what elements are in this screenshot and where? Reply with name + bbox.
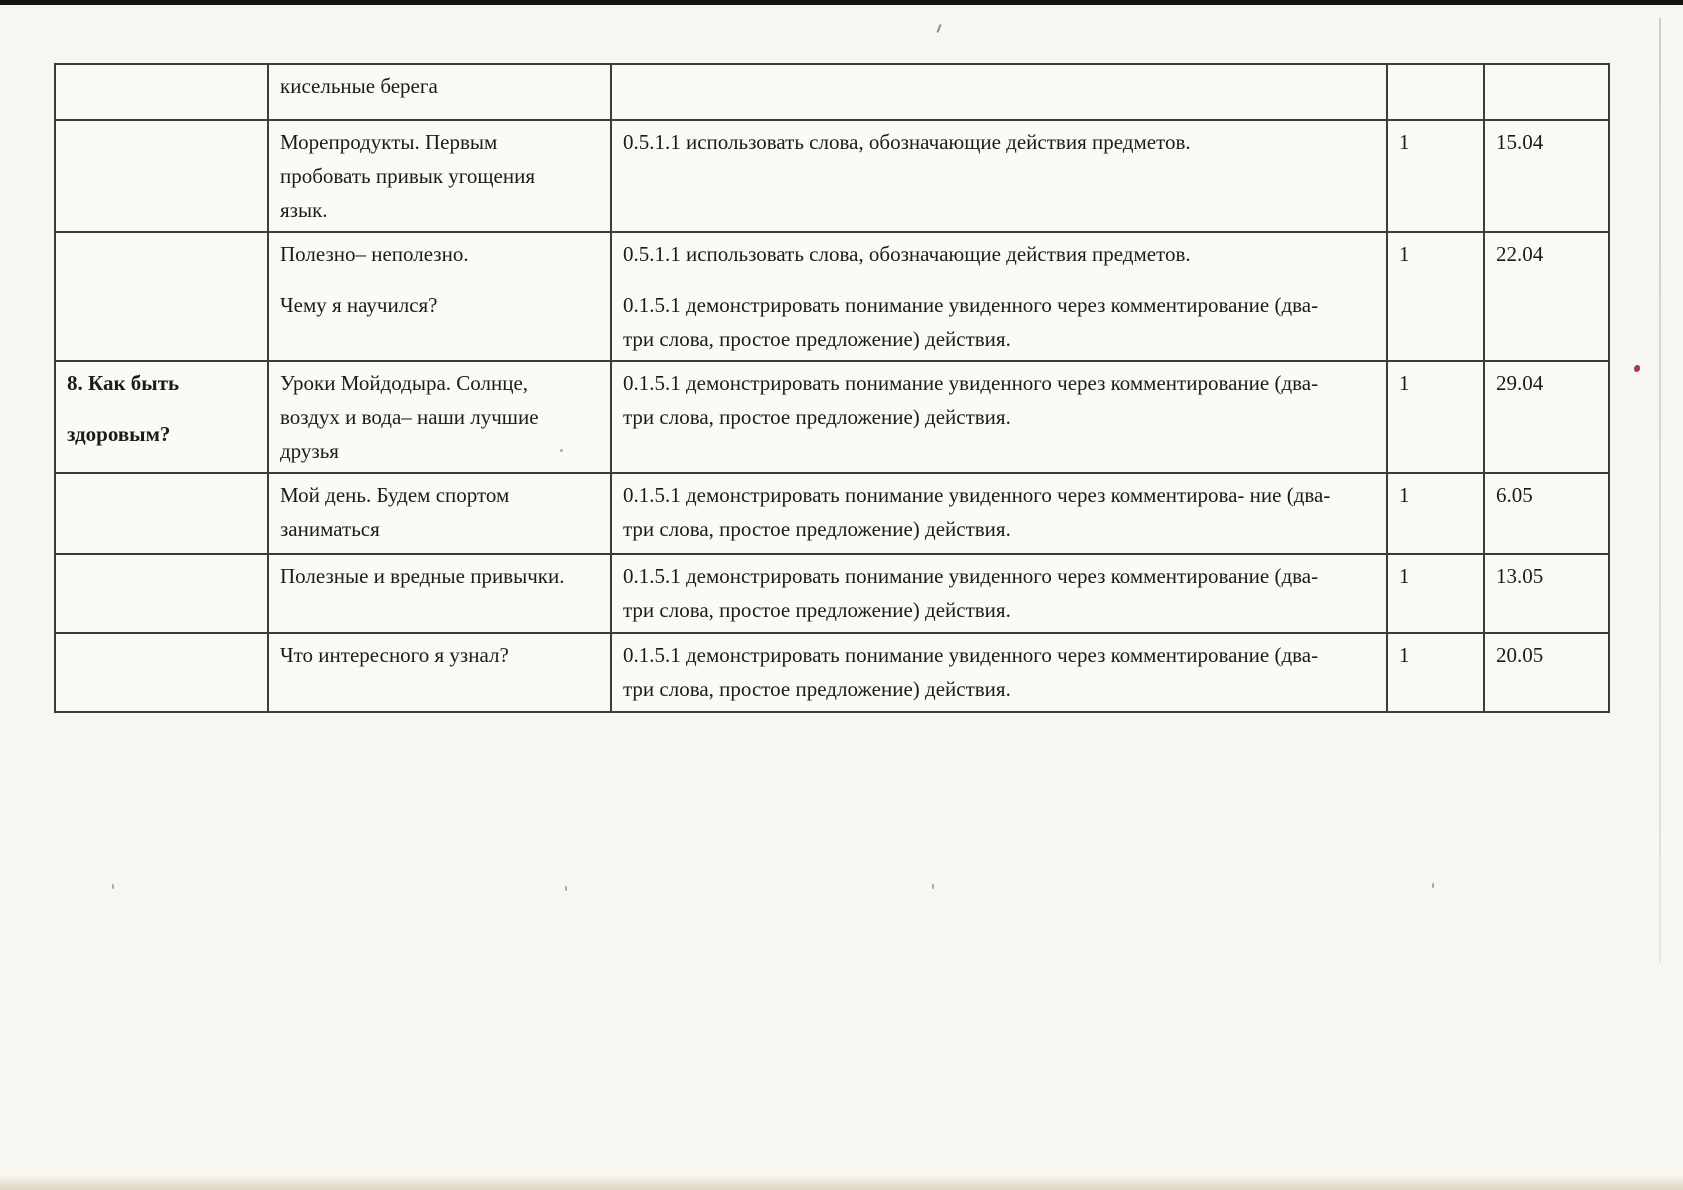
cell-hours: 1 <box>1387 120 1484 232</box>
cell-objectives: 0.1.5.1 демонстрировать понимание увиденного через комментирование (два- три слова, простое предложение) действия. <box>611 554 1387 633</box>
cell-section <box>55 633 268 712</box>
table-row <box>55 554 1609 633</box>
cell-hours: 1 <box>1387 554 1484 633</box>
cell-hours: 1 <box>1387 633 1484 712</box>
scanner-edge-strip <box>0 0 1683 5</box>
cell-hours: 1 <box>1387 473 1484 554</box>
scan-speck <box>560 449 563 452</box>
cell-topic: Мой день. Будем спортом заниматься <box>268 473 611 554</box>
table-row <box>55 64 1609 120</box>
cell-section: 8. Как быть здоровым? <box>55 361 268 473</box>
cell-date: 22.04 <box>1484 232 1609 361</box>
cell-topic: Полезно– неполезно. Чему я научился? <box>268 232 611 361</box>
cell-objectives: 0.1.5.1 демонстрировать понимание увиденного через комментирование (два- три слова, простое предложение) действия. <box>611 361 1387 473</box>
cell-objectives: 0.5.1.1 использовать слова, обозначающие действия предметов. 0.1.5.1 демонстрировать понимание увиденного через комментирование (два- три слова, простое предложение) действия. <box>611 232 1387 361</box>
scan-speck <box>112 884 114 889</box>
table-row <box>55 361 1609 473</box>
cell-topic: кисельные берега <box>268 64 611 120</box>
scan-speck <box>565 886 567 891</box>
cell-topic: Что интересного я узнал? <box>268 633 611 712</box>
cell-topic: Полезные и вредные привычки. <box>268 554 611 633</box>
cell-section <box>55 554 268 633</box>
cell-section <box>55 64 268 120</box>
cell-objectives: 0.1.5.1 демонстрировать понимание увиденного через комментирование (два- три слова, простое предложение) действия. <box>611 633 1387 712</box>
cell-date: 15.04 <box>1484 120 1609 232</box>
scan-speck <box>1432 883 1434 888</box>
table-row <box>55 120 1609 232</box>
cell-section <box>55 120 268 232</box>
page-bottom-shade <box>0 1174 1683 1190</box>
table-row <box>55 473 1609 554</box>
cell-date: 6.05 <box>1484 473 1609 554</box>
cell-date: 13.05 <box>1484 554 1609 633</box>
cell-date: 20.05 <box>1484 633 1609 712</box>
table-row <box>55 633 1609 712</box>
pen-mark <box>936 24 941 33</box>
cell-date <box>1484 64 1609 120</box>
red-ink-dot <box>1634 365 1640 372</box>
cell-topic: Уроки Мойдодыра. Солнце, воздух и вода– наши лучшие друзья <box>268 361 611 473</box>
cell-topic: Морепродукты. Первым пробовать привык угощения язык. <box>268 120 611 232</box>
cell-objectives <box>611 64 1387 120</box>
cell-objectives: 0.1.5.1 демонстрировать понимание увиденного через комментирова- ние (два- три слова, простое предложение) действия. <box>611 473 1387 554</box>
cell-hours: 1 <box>1387 232 1484 361</box>
cell-objectives: 0.5.1.1 использовать слова, обозначающие действия предметов. <box>611 120 1387 232</box>
paper-edge-line <box>1659 18 1661 963</box>
cell-date: 29.04 <box>1484 361 1609 473</box>
lesson-plan-table <box>54 63 1610 713</box>
cell-section <box>55 232 268 361</box>
scan-speck <box>932 884 934 889</box>
table-row <box>55 232 1609 361</box>
cell-hours: 1 <box>1387 361 1484 473</box>
cell-section <box>55 473 268 554</box>
cell-hours <box>1387 64 1484 120</box>
